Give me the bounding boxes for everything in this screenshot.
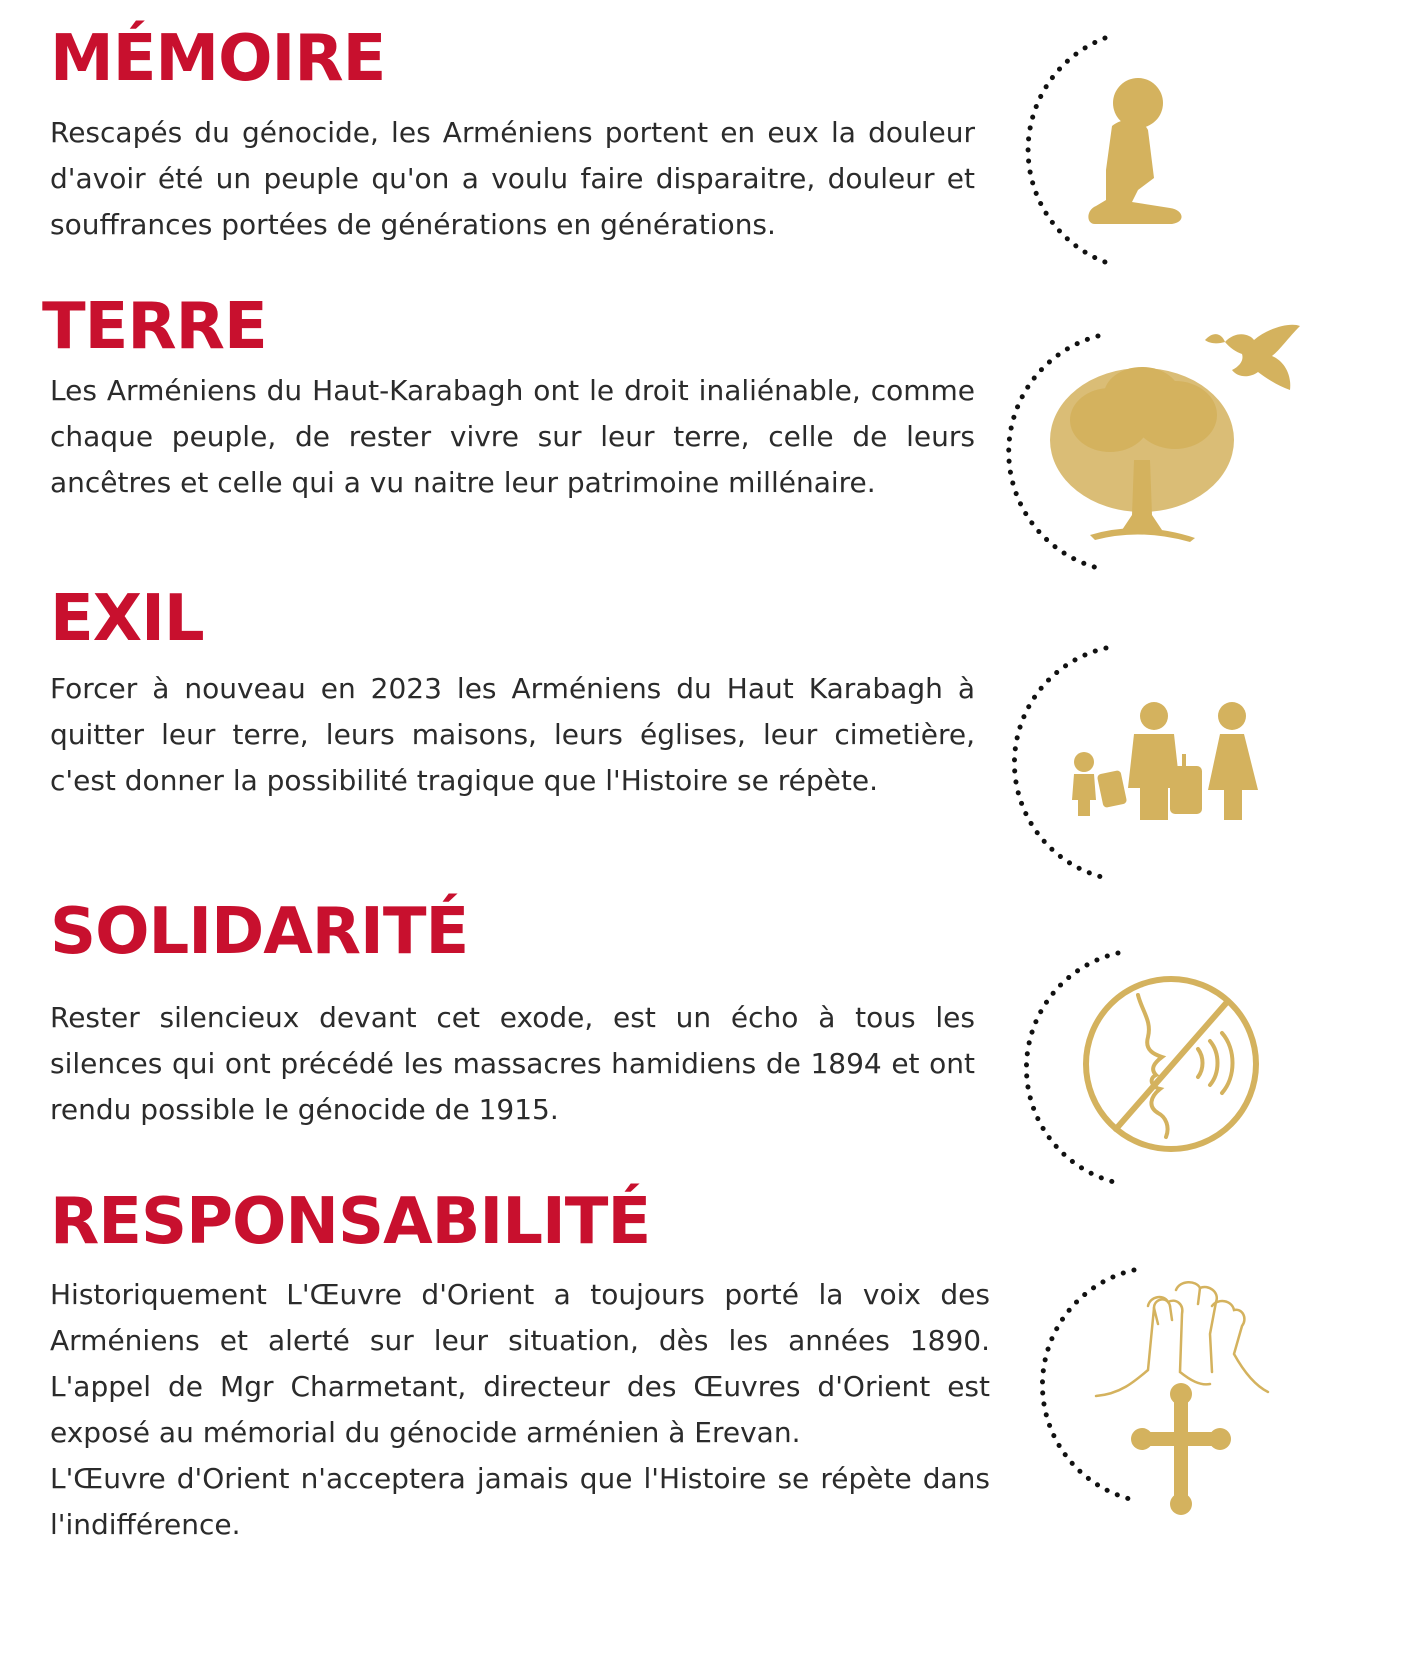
section-title: TERRE — [42, 290, 267, 364]
section-body — [50, 995, 975, 1133]
section-body — [50, 666, 975, 804]
kneeling-person-icon — [1020, 30, 1220, 270]
tree-with-dove-icon — [1010, 320, 1310, 580]
section-body — [50, 1272, 990, 1548]
body-paragraph: L'Œuvre d'Orient n'acceptera jamais que l'Histoire se répète dans l'indifférence. — [50, 1462, 990, 1541]
body-paragraph: Rescapés du génocide, les Arméniens portent en eux la douleur d'avoir été un peuple qu'on a voulu faire disparaitre, douleur et souffrances portées de générations en générations. — [50, 116, 975, 241]
section-body — [50, 368, 975, 506]
body-paragraph: Les Arméniens du Haut-Karabagh ont le droit inaliénable, comme chaque peuple, de rester vivre sur leur terre, celle de leurs ancêtres et celle qui a vu naitre leur patrimoine millénaire. — [50, 374, 975, 499]
body-paragraph: Historiquement L'Œuvre d'Orient a toujours porté la voix des Arméniens et alerté sur leur situation, dès les années 1890. L'appel de Mgr Charmetant, directeur des Œuvres d'Orient est exposé au mémorial du génocide arménien à Erevan. — [50, 1278, 990, 1449]
section-title: EXIL — [50, 582, 204, 656]
section-title: RESPONSABILITÉ — [50, 1185, 651, 1259]
no-speaking-icon — [1030, 945, 1270, 1195]
section-body — [50, 110, 975, 248]
raised-fists-and-cross-icon — [1050, 1262, 1280, 1512]
section-title: SOLIDARITÉ — [50, 895, 469, 969]
section-title: MÉMOIRE — [50, 22, 386, 96]
body-paragraph: Forcer à nouveau en 2023 les Arméniens du Haut Karabagh à quitter leur terre, leurs maisons, leurs églises, leur cimetière, c'est donner la possibilité tragique que l'Histoire se répète. — [50, 672, 975, 797]
body-paragraph: Rester silencieux devant cet exode, est un écho à tous les silences qui ont précédé les massacres hamidiens de 1894 et ont rendu possible le génocide de 1915. — [50, 1001, 975, 1126]
family-with-luggage-icon — [1020, 640, 1280, 885]
